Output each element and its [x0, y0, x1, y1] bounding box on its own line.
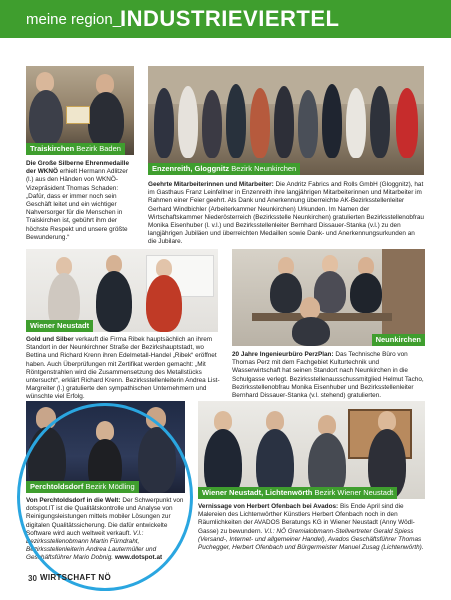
- photo-neunkirchen: [232, 249, 425, 346]
- caption-5: Von Perchtoldsdorf in die Welt: Der Schwerpunkt von dotspot.IT ist die Qualitätskontrolle und Analyse von Reinigungsleistungen mittels mobiler Lösungen zur digitalen Qualitätssicherung. Die dafür entwickelte Software wird auch weltweit verkauft. V.l.: Bezirksstellenobmann Martin Fürndraht, Bezirksstellenleiterin Andrea Lautermüller und Geschäftsführer Mario Dobnig. www.dotspot.at: [26, 497, 184, 562]
- page-header: [0, 0, 451, 38]
- header-title: INDUSTRIEVIERTEL: [120, 6, 340, 31]
- footer-brand: WIRTSCHAFT NÖ: [40, 573, 112, 582]
- caption-6: Vernissage von Herbert Ofenbach bei Avados: Bis Ende April sind die Malereien des Lichtenwörther Künstlers Herbert Ofenbach noch in den Räumlichkeiten der AVADOS Beratungs KG in Wiener Neustadt (Anny Wödl-Gasse) zu bewundern. V.l.: NÖ Gremialobmann-Stellvertreter Gerald Spiess (Versand-, Internet- und allgemeiner Handel), Avados Geschäftsführer Thomas Puchegger, Herbert Ofenbach und Bürgermeister Manuel Zusag (Lichtenwörth).: [198, 503, 424, 552]
- photo-label: Traiskirchen Bezirk Baden: [26, 143, 125, 155]
- page-number: 30: [28, 574, 37, 583]
- photo-enzenreith-gloggnitz: [148, 66, 424, 175]
- photo-label: Neunkirchen: [372, 334, 425, 346]
- header-prefix: meine region_: [26, 11, 122, 28]
- photo-label: Wiener Neustadt: [26, 320, 93, 332]
- caption-4: 20 Jahre Ingenieurbüro PerzPlan: Das Technische Büro von Thomas Perz mit dem Fachgebiet Kulturtechnik und Wasserwirtschaft hat seinen Standort nach Neunkirchen in die Schulgasse verlegt. Bezirksstellenausschussmitglied Helmut Tacho, Bezirksstellenobfrau Monika Eisenhuber und Bezirksstellenleiter Bernhard Dissauer-Stanka (v.l. stehend) gratulierten.: [232, 351, 424, 400]
- photo-label: Enzenreith, Gloggnitz Bezirk Neunkirchen: [148, 163, 300, 175]
- photo-perchtoldsdorf: [26, 401, 185, 493]
- caption-3: Gold und Silber verkauft die Firma Ribek hauptsächlich an ihrem Standort in der Neunkirchner Straße der Bezirkshauptstadt, wo Bettina und Richard Krenn ihren Edelmetall-Handel „Ribek“ eröffnet haben. Auch Überprüfungen mit Zertifikat werden gemacht: „Mit Röntgenstrahlen wird die Zusammensetzung des Metallstücks untersucht“, erklärt Richard Krenn. Bezirksstellenleiterin Andrea List-Margreiter (l.) gratulierte den sympathischen Unternehmern und wünschte viel Erfolg.: [26, 336, 220, 401]
- photo-label: Wiener Neustadt, Lichtenwörth Bezirk Wiener Neustadt: [198, 487, 397, 499]
- photo-wiener-neustadt-lichtenwoerth: [198, 401, 425, 499]
- caption-1: Die Große Silberne Ehrenmedaille der WKNÖ erhielt Hermann Adlitzer (l.) aus den Händen von WKNÖ-Vizepräsident Thomas Schaden: „Dafür, dass er immer noch sein Geschäft leitet und ein wichtiger Nahversorger für die Menschen in Traiskirchen ist, gebührt ihm der höchste Respekt und unsere größte Bewunderung.“: [26, 160, 129, 241]
- photo-traiskirchen: [26, 66, 134, 155]
- caption-2: Geehrte Mitarbeiterinnen und Mitarbeiter: Die Andritz Fabrics and Rolls GmbH (Gloggnitz), hat im Gasthaus Franz Leinfellner in Enzenreith ihre langjährigen Mitarbeiterinnen und Mitarbeiter im Rahmen einer Feier geehrt. Als Dank und Anerkennung überreichte AK-Bezirksstellenleiter Gerhard Windbichler (Arbeiterkammer Neunkirchen) Urkunden. Im Namen der Wirtschaftskammer Niederösterreich (Bezirksstelle Neunkirchen) gratulierten Bezirksstellenobfrau Monika Eisenhuber (l. v.l.) und Bezirksstellenleiter Bernhard Dissauer-Stanka (v.l.) zu den langjährigen Jubiläen und überreichten Medaillen sowie Dank- und Anerkennungsurkunden an die Jubilare.: [148, 181, 424, 246]
- photo-label: Perchtoldsdorf Bezirk Mödling: [26, 481, 139, 493]
- photo-wiener-neustadt: [26, 249, 218, 332]
